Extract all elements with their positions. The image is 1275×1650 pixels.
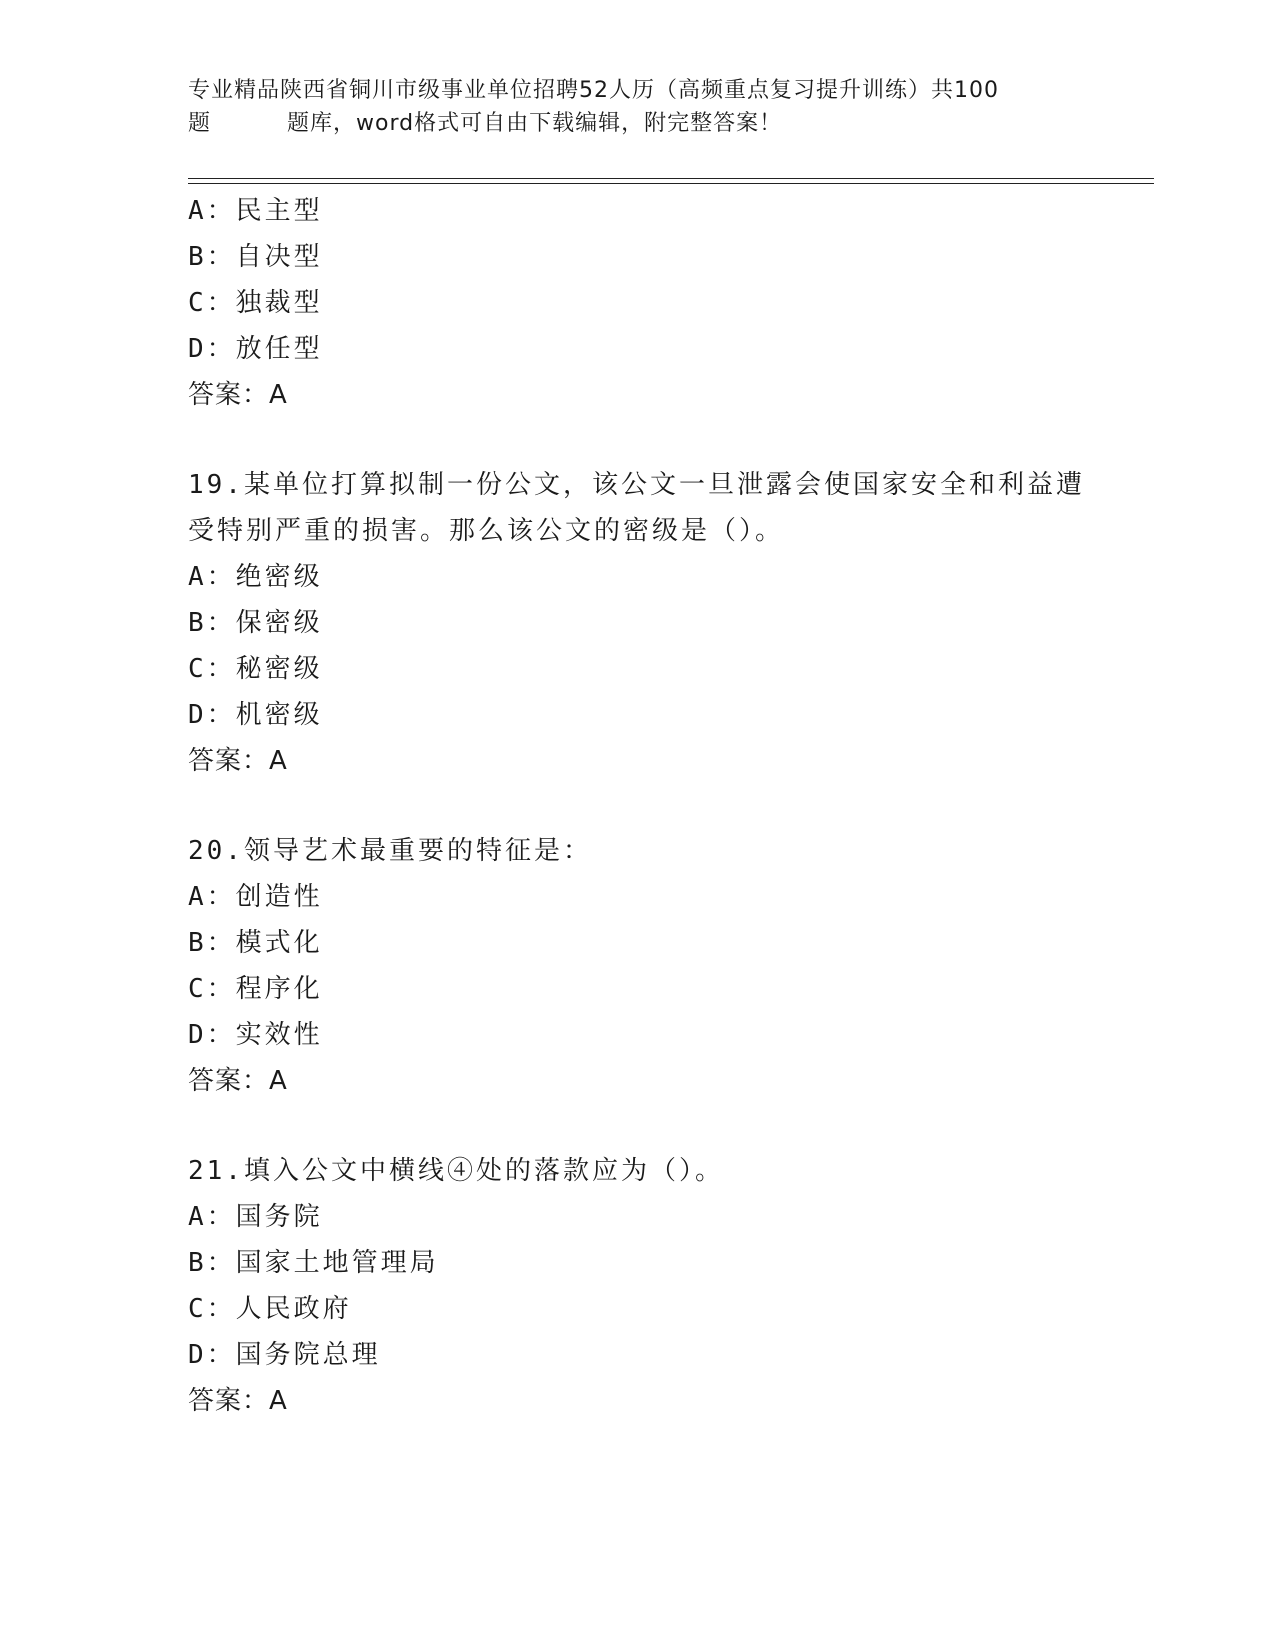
option-d: D：国务院总理 — [188, 1340, 381, 1370]
option-c: C：人民政府 — [188, 1294, 352, 1324]
spacer — [188, 418, 1088, 462]
answer-line: 答案：A — [188, 1066, 288, 1096]
header-title-line1: 专业精品陕西省铜川市级事业单位招聘52人历（高频重点复习提升训练）共100 — [188, 78, 999, 103]
option-b: B：模式化 — [188, 928, 323, 958]
question-text-line1: 19.某单位打算拟制一份公文，该公文一旦泄露会使国家安全和利益遭 — [188, 470, 1085, 500]
spacer — [188, 784, 1088, 828]
question-20 — [188, 828, 1088, 1104]
answer-line: 答案：A — [188, 380, 288, 410]
question-21 — [188, 1148, 1088, 1424]
option-b: B：国家土地管理局 — [188, 1248, 439, 1278]
option-d: D：实效性 — [188, 1020, 323, 1050]
option-d: D：放任型 — [188, 334, 323, 364]
option-a: A：绝密级 — [188, 562, 323, 592]
option-a: A：民主型 — [188, 196, 323, 226]
option-a: A：国务院 — [188, 1202, 323, 1232]
header-divider-top — [188, 178, 1154, 179]
header-title-line2-end: 题库，word格式可自由下载编辑，附完整答案！ — [287, 111, 783, 136]
spacer — [188, 1104, 1088, 1148]
option-a: A：创造性 — [188, 882, 323, 912]
question-text-line2: 受特别严重的损害。那么该公文的密级是（）。 — [188, 516, 785, 546]
header-divider-bottom — [188, 183, 1154, 184]
option-c: C：程序化 — [188, 974, 323, 1004]
header-title-line2 — [188, 107, 1068, 140]
header-title-line2-start: 题 — [188, 111, 212, 136]
question-text-line1: 21.填入公文中横线④处的落款应为（）。 — [188, 1156, 724, 1186]
question-text-line1: 20.领导艺术最重要的特征是： — [188, 836, 592, 866]
question-19 — [188, 462, 1088, 784]
option-d: D：机密级 — [188, 700, 323, 730]
option-c: C：秘密级 — [188, 654, 323, 684]
question-18 — [188, 188, 1088, 418]
answer-line: 答案：A — [188, 1386, 288, 1416]
question-list — [188, 188, 1088, 1424]
page-header — [188, 74, 1068, 140]
option-c: C：独裁型 — [188, 288, 323, 318]
option-b: B：保密级 — [188, 608, 323, 638]
answer-line: 答案：A — [188, 746, 288, 776]
option-b: B：自决型 — [188, 242, 323, 272]
